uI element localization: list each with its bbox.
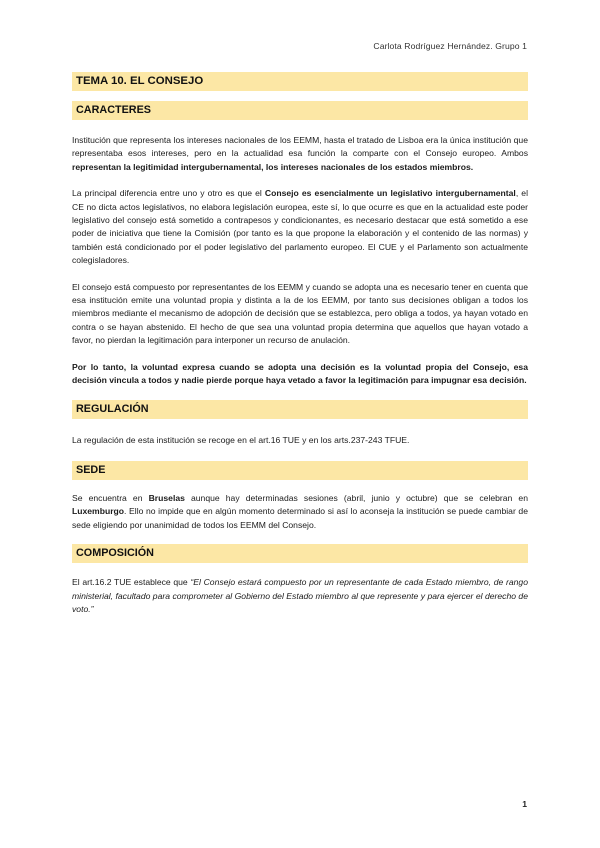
section-heading-composicion: COMPOSICIÓN <box>72 544 528 563</box>
page-number: 1 <box>522 799 527 809</box>
bold-run: Consejo es esencialmente un legislativo intergubernamental <box>264 188 516 199</box>
text-run: . Ello no impide que en algún momento determinado si así lo aconseja la institución se puede cambiar de sede eligiendo por unanimidad de todos los EEMM del Consejo. <box>72 506 528 530</box>
paragraph-caracteres-2 <box>72 187 528 267</box>
paragraph-caracteres-1 <box>72 134 528 174</box>
section-heading-regulacion: REGULACIÓN <box>72 400 528 419</box>
text-run: El art.16.2 TUE establece que <box>72 577 191 588</box>
bold-run: representan la legitimidad intergubernamental, los intereses nacionales de los estados miembros. <box>72 161 474 172</box>
document-body <box>72 72 528 616</box>
paragraph-caracteres-4: Por lo tanto, la voluntad expresa cuando se adopta una decisión es la voluntad propia del Consejo, esa decisión vincula a todos y nadie pierde porque haya vetado a favor la legitimación para impugnar esa decisión. <box>72 361 528 386</box>
paragraph-caracteres-3: El consejo está compuesto por representantes de los EEMM y cuando se adopta una es necesario tener en cuenta que esa institución emite una voluntad propia y distinta a la de los EEMM, por tanto sus decisiones obligan a todos los miembros mediante el mecanismo de adopción de decisión que se establezca, pero obliga a todos, ya hayan votado en contra o se hayan abstenido. El hecho de que sea una voluntad propia determina que aquellos que hayan votado a favor, no pierdan la legitimación para interponer un recurso de anulación. <box>72 281 528 346</box>
section-heading-sede: SEDE <box>72 461 528 480</box>
quote-run: “El Consejo estará compuesto por un representante de cada Estado miembro, de rango ministerial, facultado para comprometer al Gobierno del Estado miembro al que represente y para ejercer el derecho de voto.” <box>72 577 528 614</box>
bold-run: Luxemburgo <box>72 506 125 517</box>
bold-run: Bruselas <box>148 492 185 503</box>
text-run: aunque hay determinadas sesiones (abril, junio y octubre) que se celebran en <box>184 492 528 503</box>
text-run: Se encuentra en <box>72 492 149 503</box>
section-heading-caracteres: CARACTERES <box>72 101 528 120</box>
page-header-author: Carlota Rodríguez Hernández. Grupo 1 <box>373 41 527 51</box>
paragraph-sede-1 <box>72 492 528 532</box>
text-run: , el CE no dicta actos legislativos, no elabora legislación europea, este sí, lo que ocurre es que en la actualidad este poder legislativo del consejo está sometido a contrapesos y condicionantes, es necesario destacar que está sometido a ese poder de iniciativa que tiene la Comisión (por tanto es la que propone la elaboración y el contenido de las normas) y también está condicionado por el poder legislativo del parlamento europeo. El CUE y el Parlamento son actualmente colegisladores. <box>72 188 528 266</box>
paragraph-composicion-1 <box>72 576 528 616</box>
text-run: Institución que representa los intereses nacionales de los EEMM, hasta el tratado de Lisboa era la única institución que representaba esos intereses, pero en la actualidad esa función la comparte con el Consejo europeo. Ambos <box>72 135 528 159</box>
text-run: La principal diferencia entre uno y otro es que el <box>72 188 265 199</box>
paragraph-regulacion-1: La regulación de esta institución se recoge en el art.16 TUE y en los arts.237-243 TFUE. <box>72 434 410 445</box>
chapter-title: TEMA 10. EL CONSEJO <box>72 72 528 91</box>
